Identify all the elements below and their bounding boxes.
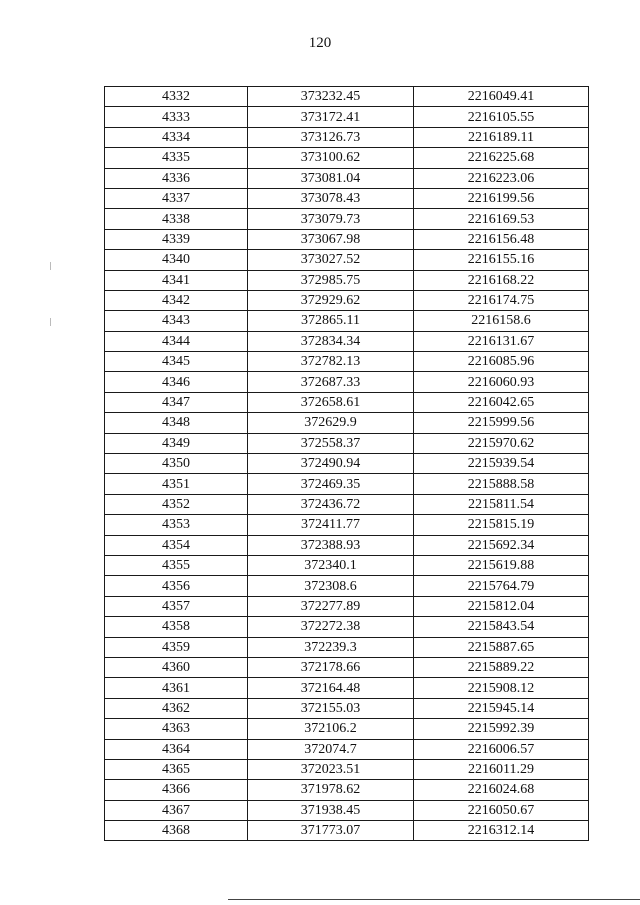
table-row xyxy=(105,87,589,107)
x-coordinate-cell: 372985.75 xyxy=(248,270,414,290)
table-row xyxy=(105,107,589,127)
table-row xyxy=(105,678,589,698)
table-row xyxy=(105,535,589,555)
table-row xyxy=(105,617,589,637)
point-number-cell: 4358 xyxy=(105,617,248,637)
point-number-cell: 4343 xyxy=(105,311,248,331)
point-number-cell: 4333 xyxy=(105,107,248,127)
y-coordinate-cell: 2215692.34 xyxy=(414,535,589,555)
y-coordinate-cell: 2215992.39 xyxy=(414,719,589,739)
x-coordinate-cell: 372865.11 xyxy=(248,311,414,331)
y-coordinate-cell: 2216049.41 xyxy=(414,87,589,107)
y-coordinate-cell: 2216105.55 xyxy=(414,107,589,127)
table-row xyxy=(105,555,589,575)
y-coordinate-cell: 2215889.22 xyxy=(414,657,589,677)
table-row xyxy=(105,657,589,677)
y-coordinate-cell: 2216042.65 xyxy=(414,392,589,412)
point-number-cell: 4357 xyxy=(105,596,248,616)
table-row xyxy=(105,759,589,779)
x-coordinate-cell: 372272.38 xyxy=(248,617,414,637)
y-coordinate-cell: 2216174.75 xyxy=(414,290,589,310)
y-coordinate-cell: 2216158.6 xyxy=(414,311,589,331)
x-coordinate-cell: 373172.41 xyxy=(248,107,414,127)
x-coordinate-cell: 372469.35 xyxy=(248,474,414,494)
y-coordinate-cell: 2215939.54 xyxy=(414,454,589,474)
y-coordinate-cell: 2216024.68 xyxy=(414,780,589,800)
x-coordinate-cell: 372388.93 xyxy=(248,535,414,555)
table-row xyxy=(105,821,589,841)
point-number-cell: 4347 xyxy=(105,392,248,412)
x-coordinate-cell: 372411.77 xyxy=(248,515,414,535)
y-coordinate-cell: 2216011.29 xyxy=(414,759,589,779)
y-coordinate-cell: 2215970.62 xyxy=(414,433,589,453)
x-coordinate-cell: 373079.73 xyxy=(248,209,414,229)
table-row xyxy=(105,392,589,412)
point-number-cell: 4336 xyxy=(105,168,248,188)
y-coordinate-cell: 2216060.93 xyxy=(414,372,589,392)
x-coordinate-cell: 373232.45 xyxy=(248,87,414,107)
table-row xyxy=(105,229,589,249)
x-coordinate-cell: 372106.2 xyxy=(248,719,414,739)
table-row xyxy=(105,780,589,800)
point-number-cell: 4361 xyxy=(105,678,248,698)
point-number-cell: 4339 xyxy=(105,229,248,249)
point-number-cell: 4348 xyxy=(105,413,248,433)
point-number-cell: 4351 xyxy=(105,474,248,494)
table-row xyxy=(105,637,589,657)
point-number-cell: 4350 xyxy=(105,454,248,474)
x-coordinate-cell: 373081.04 xyxy=(248,168,414,188)
table-row xyxy=(105,352,589,372)
y-coordinate-cell: 2215811.54 xyxy=(414,494,589,514)
y-coordinate-cell: 2215887.65 xyxy=(414,637,589,657)
x-coordinate-cell: 372929.62 xyxy=(248,290,414,310)
point-number-cell: 4345 xyxy=(105,352,248,372)
y-coordinate-cell: 2216131.67 xyxy=(414,331,589,351)
x-coordinate-cell: 372629.9 xyxy=(248,413,414,433)
y-coordinate-cell: 2215812.04 xyxy=(414,596,589,616)
point-number-cell: 4342 xyxy=(105,290,248,310)
y-coordinate-cell: 2216168.22 xyxy=(414,270,589,290)
table-row xyxy=(105,698,589,718)
table-row xyxy=(105,433,589,453)
x-coordinate-cell: 371773.07 xyxy=(248,821,414,841)
page-number: 120 xyxy=(308,35,332,51)
table-row xyxy=(105,413,589,433)
x-coordinate-cell: 372023.51 xyxy=(248,759,414,779)
y-coordinate-cell: 2215888.58 xyxy=(414,474,589,494)
point-number-cell: 4355 xyxy=(105,555,248,575)
table-row xyxy=(105,311,589,331)
x-coordinate-cell: 371938.45 xyxy=(248,800,414,820)
coordinates-table-body xyxy=(105,87,589,841)
point-number-cell: 4353 xyxy=(105,515,248,535)
table-row xyxy=(105,331,589,351)
point-number-cell: 4334 xyxy=(105,127,248,147)
table-row xyxy=(105,250,589,270)
table-row xyxy=(105,148,589,168)
point-number-cell: 4356 xyxy=(105,576,248,596)
point-number-cell: 4332 xyxy=(105,87,248,107)
point-number-cell: 4335 xyxy=(105,148,248,168)
x-coordinate-cell: 371978.62 xyxy=(248,780,414,800)
scan-edge-mark xyxy=(50,318,51,326)
x-coordinate-cell: 372834.34 xyxy=(248,331,414,351)
y-coordinate-cell: 2215999.56 xyxy=(414,413,589,433)
table-row xyxy=(105,719,589,739)
x-coordinate-cell: 372558.37 xyxy=(248,433,414,453)
y-coordinate-cell: 2216223.06 xyxy=(414,168,589,188)
point-number-cell: 4344 xyxy=(105,331,248,351)
point-number-cell: 4359 xyxy=(105,637,248,657)
y-coordinate-cell: 2215764.79 xyxy=(414,576,589,596)
y-coordinate-cell: 2216156.48 xyxy=(414,229,589,249)
y-coordinate-cell: 2215908.12 xyxy=(414,678,589,698)
y-coordinate-cell: 2216225.68 xyxy=(414,148,589,168)
x-coordinate-cell: 373067.98 xyxy=(248,229,414,249)
table-row xyxy=(105,209,589,229)
y-coordinate-cell: 2215619.88 xyxy=(414,555,589,575)
table-row xyxy=(105,494,589,514)
x-coordinate-cell: 372658.61 xyxy=(248,392,414,412)
point-number-cell: 4349 xyxy=(105,433,248,453)
table-row xyxy=(105,290,589,310)
y-coordinate-cell: 2216155.16 xyxy=(414,250,589,270)
scan-edge-mark xyxy=(50,262,51,270)
point-number-cell: 4364 xyxy=(105,739,248,759)
point-number-cell: 4337 xyxy=(105,188,248,208)
x-coordinate-cell: 372277.89 xyxy=(248,596,414,616)
point-number-cell: 4338 xyxy=(105,209,248,229)
x-coordinate-cell: 373100.62 xyxy=(248,148,414,168)
point-number-cell: 4363 xyxy=(105,719,248,739)
x-coordinate-cell: 372436.72 xyxy=(248,494,414,514)
x-coordinate-cell: 373078.43 xyxy=(248,188,414,208)
x-coordinate-cell: 372490.94 xyxy=(248,454,414,474)
x-coordinate-cell: 373027.52 xyxy=(248,250,414,270)
y-coordinate-cell: 2216050.67 xyxy=(414,800,589,820)
x-coordinate-cell: 372178.66 xyxy=(248,657,414,677)
page-bottom-rule xyxy=(228,899,640,900)
y-coordinate-cell: 2215815.19 xyxy=(414,515,589,535)
table-row xyxy=(105,576,589,596)
x-coordinate-cell: 372340.1 xyxy=(248,555,414,575)
x-coordinate-cell: 372782.13 xyxy=(248,352,414,372)
x-coordinate-cell: 372155.03 xyxy=(248,698,414,718)
table-row xyxy=(105,515,589,535)
x-coordinate-cell: 372239.3 xyxy=(248,637,414,657)
y-coordinate-cell: 2215843.54 xyxy=(414,617,589,637)
table-row xyxy=(105,168,589,188)
point-number-cell: 4346 xyxy=(105,372,248,392)
table-row xyxy=(105,127,589,147)
x-coordinate-cell: 373126.73 xyxy=(248,127,414,147)
point-number-cell: 4341 xyxy=(105,270,248,290)
point-number-cell: 4340 xyxy=(105,250,248,270)
x-coordinate-cell: 372308.6 xyxy=(248,576,414,596)
y-coordinate-cell: 2215945.14 xyxy=(414,698,589,718)
point-number-cell: 4367 xyxy=(105,800,248,820)
table-row xyxy=(105,188,589,208)
y-coordinate-cell: 2216199.56 xyxy=(414,188,589,208)
table-row xyxy=(105,800,589,820)
point-number-cell: 4362 xyxy=(105,698,248,718)
point-number-cell: 4352 xyxy=(105,494,248,514)
table-row xyxy=(105,596,589,616)
y-coordinate-cell: 2216169.53 xyxy=(414,209,589,229)
y-coordinate-cell: 2216312.14 xyxy=(414,821,589,841)
point-number-cell: 4368 xyxy=(105,821,248,841)
point-number-cell: 4366 xyxy=(105,780,248,800)
point-number-cell: 4365 xyxy=(105,759,248,779)
x-coordinate-cell: 372074.7 xyxy=(248,739,414,759)
point-number-cell: 4360 xyxy=(105,657,248,677)
table-row xyxy=(105,739,589,759)
x-coordinate-cell: 372164.48 xyxy=(248,678,414,698)
y-coordinate-cell: 2216006.57 xyxy=(414,739,589,759)
point-number-cell: 4354 xyxy=(105,535,248,555)
x-coordinate-cell: 372687.33 xyxy=(248,372,414,392)
y-coordinate-cell: 2216085.96 xyxy=(414,352,589,372)
coordinates-table xyxy=(104,86,589,841)
table-row xyxy=(105,372,589,392)
table-row xyxy=(105,474,589,494)
table-row xyxy=(105,270,589,290)
y-coordinate-cell: 2216189.11 xyxy=(414,127,589,147)
table-row xyxy=(105,454,589,474)
